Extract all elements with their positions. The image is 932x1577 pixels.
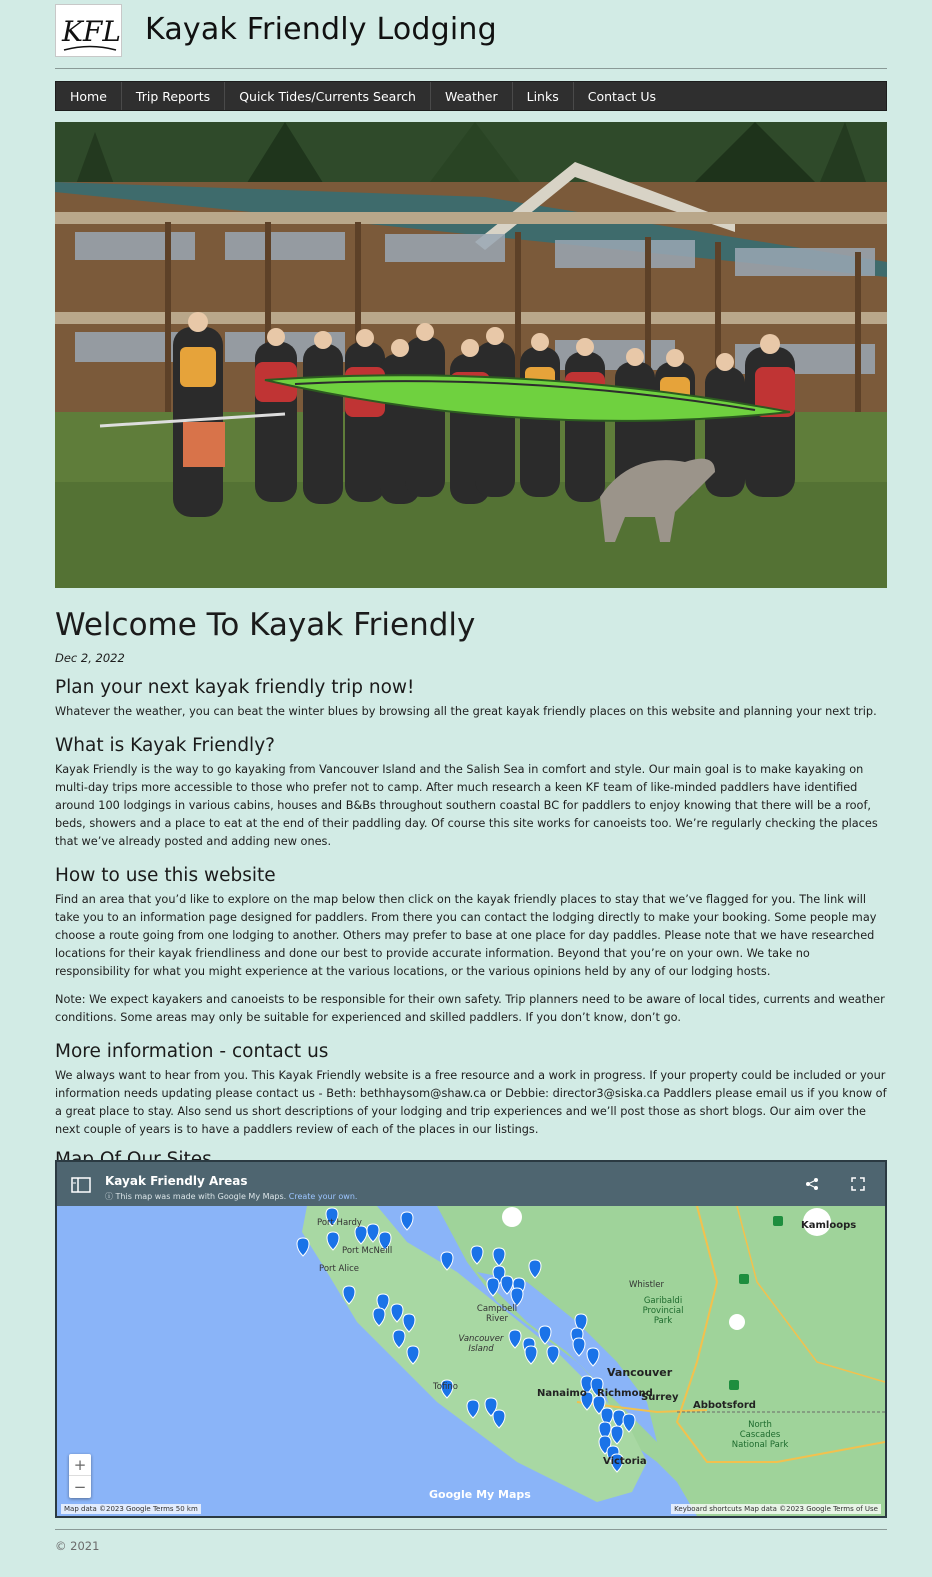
zoom-out-button[interactable]: − — [73, 1478, 87, 1496]
site-title[interactable]: Kayak Friendly Lodging — [145, 12, 497, 47]
share-icon[interactable] — [805, 1177, 819, 1191]
zoom-in-button[interactable]: + — [69, 1454, 91, 1476]
map-header — [57, 1162, 885, 1206]
map-label-whistler: Whistler — [629, 1280, 665, 1290]
map-label-tofino: Tofino — [433, 1382, 458, 1392]
hero-photo — [55, 122, 887, 588]
map-label-vancouver-island: Vancouver Island — [458, 1334, 504, 1354]
map-label-campbell-river: Campbell River — [476, 1304, 518, 1324]
nav-tides-search[interactable]: Quick Tides/Currents Search — [225, 82, 431, 110]
post-date: Dec 2, 2022 — [55, 651, 125, 665]
page-title: Welcome To Kayak Friendly — [55, 607, 476, 643]
nav-home[interactable]: Home — [56, 82, 122, 110]
map-label-kamloops: Kamloops — [801, 1220, 857, 1231]
section-title-plan: Plan your next kayak friendly trip now! — [55, 677, 415, 698]
section-body-safety-note: Note: We expect kayakers and canoeists to be responsible for their own safety. Trip planners need to be aware of local tides, currents and weather conditions. Some areas may only be suitable for experienced and skilled paddlers. If you don’t know, don’t go. — [55, 993, 885, 1024]
map-footer — [57, 1504, 885, 1516]
map-subtitle — [105, 1191, 357, 1202]
section-title-how-to-use: How to use this website — [55, 865, 276, 886]
nav-links[interactable]: Links — [513, 82, 574, 110]
site-logo[interactable] — [55, 4, 122, 57]
site-footer — [55, 1529, 887, 1553]
zoom-control — [69, 1454, 91, 1498]
section-title-what-is: What is Kayak Friendly? — [55, 735, 275, 756]
embedded-map[interactable] — [55, 1160, 887, 1518]
map-label-abbotsford: Abbotsford — [693, 1400, 756, 1411]
section-body-how-to-use: Find an area that you’d like to explore on the map below then click on the kayak friendly places to stay that we’ve flagged for you. The link will take you to an information page designed for paddlers. From there you can contact the lodging directly to make your booking. Some people may choose a route going from one lodging to another. Others may prefer to base at one place for day paddles. Please note that we have researched locations for their kayak friendliness and done our best to provide accurate information. Beyond that you’re on your own. We take no responsibility for what you might experience at the various locations, or the various opinions held by any of our lodging hosts. — [55, 893, 877, 978]
section-body-plan: Whatever the weather, you can beat the winter blues by browsing all the great kayak friendly places on this website and planning your next trip. — [55, 705, 877, 718]
sidebar-toggle-icon[interactable] — [71, 1177, 91, 1193]
section-title-contact: More information - contact us — [55, 1041, 329, 1062]
info-icon: ⓘ — [105, 1192, 116, 1201]
map-label-vancouver: Vancouver — [607, 1366, 673, 1379]
logo-image — [56, 5, 123, 58]
main-content — [55, 607, 887, 1175]
map-label-richmond: Richmond — [597, 1388, 653, 1399]
map-label-surrey: Surrey — [641, 1392, 679, 1403]
map-attribution-left[interactable]: Map data ©2023 Google Terms 50 km — [61, 1504, 201, 1514]
map-title[interactable]: Kayak Friendly Areas — [105, 1174, 248, 1188]
nav-trip-reports[interactable]: Trip Reports — [122, 82, 225, 110]
svg-text:KFL: KFL — [62, 15, 121, 48]
map-label-nanaimo: Nanaimo — [537, 1388, 587, 1399]
nav-contact-us[interactable]: Contact Us — [587, 88, 657, 104]
create-map-link[interactable]: Create your own. — [288, 1192, 358, 1201]
map-label-port-mcneill: Port McNeill — [342, 1246, 393, 1256]
map-label-port-hardy: Port Hardy — [317, 1218, 362, 1228]
map-label-garibaldi: Garibaldi Provincial Park — [642, 1296, 684, 1326]
copyright-text: © 2021 — [55, 1539, 100, 1553]
map-label-port-alice: Port Alice — [319, 1264, 359, 1274]
nav-weather[interactable]: Weather — [431, 82, 513, 110]
map-subtitle-text: This map was made with Google My Maps. — [115, 1192, 287, 1201]
map-label-north-cascades: North Cascades National Park — [731, 1420, 789, 1450]
section-body-what-is: Kayak Friendly is the way to go kayaking from Vancouver Island and the Salish Sea in comfort and style. Our main goal is to make kayaking on multi-day trips more accessible to those who prefer not to camp. After much research a keen KF team of like-minded paddlers have identified around 100 lodgings in various cabins, houses and B&Bs throughout southern coastal BC for paddlers to enjoy knowing that there will be a roof, beds, showers and a place to eat at the end of their paddling day. Of course this site works for canoeists too. We’re regularly checking the places that we’ve already posted and adding new ones. — [55, 763, 878, 848]
hero-illustration — [55, 122, 887, 588]
site-header — [55, 0, 887, 69]
fullscreen-icon[interactable] — [851, 1177, 865, 1191]
google-my-maps-brand: Google My Maps — [429, 1488, 531, 1501]
map-attribution-right[interactable]: Keyboard shortcuts Map data ©2023 Google Terms of Use — [671, 1504, 881, 1514]
map-label-victoria: Victoria — [603, 1456, 647, 1467]
section-body-contact: We always want to hear from you. This Kayak Friendly website is a free resource and a work in progress. If your property could be included or your information needs updating please contact us - Beth: bethhaysom@shaw.ca or Debbie: director3@siska.ca Paddlers please email us if you know of a great place to stay. Also send us short descriptions of your lodging and trip experiences and we’ll post those as short blogs. Our aim over the next couple of years is to have a paddlers review of each of the places in our listings. — [55, 1069, 887, 1136]
main-nav — [55, 81, 887, 111]
